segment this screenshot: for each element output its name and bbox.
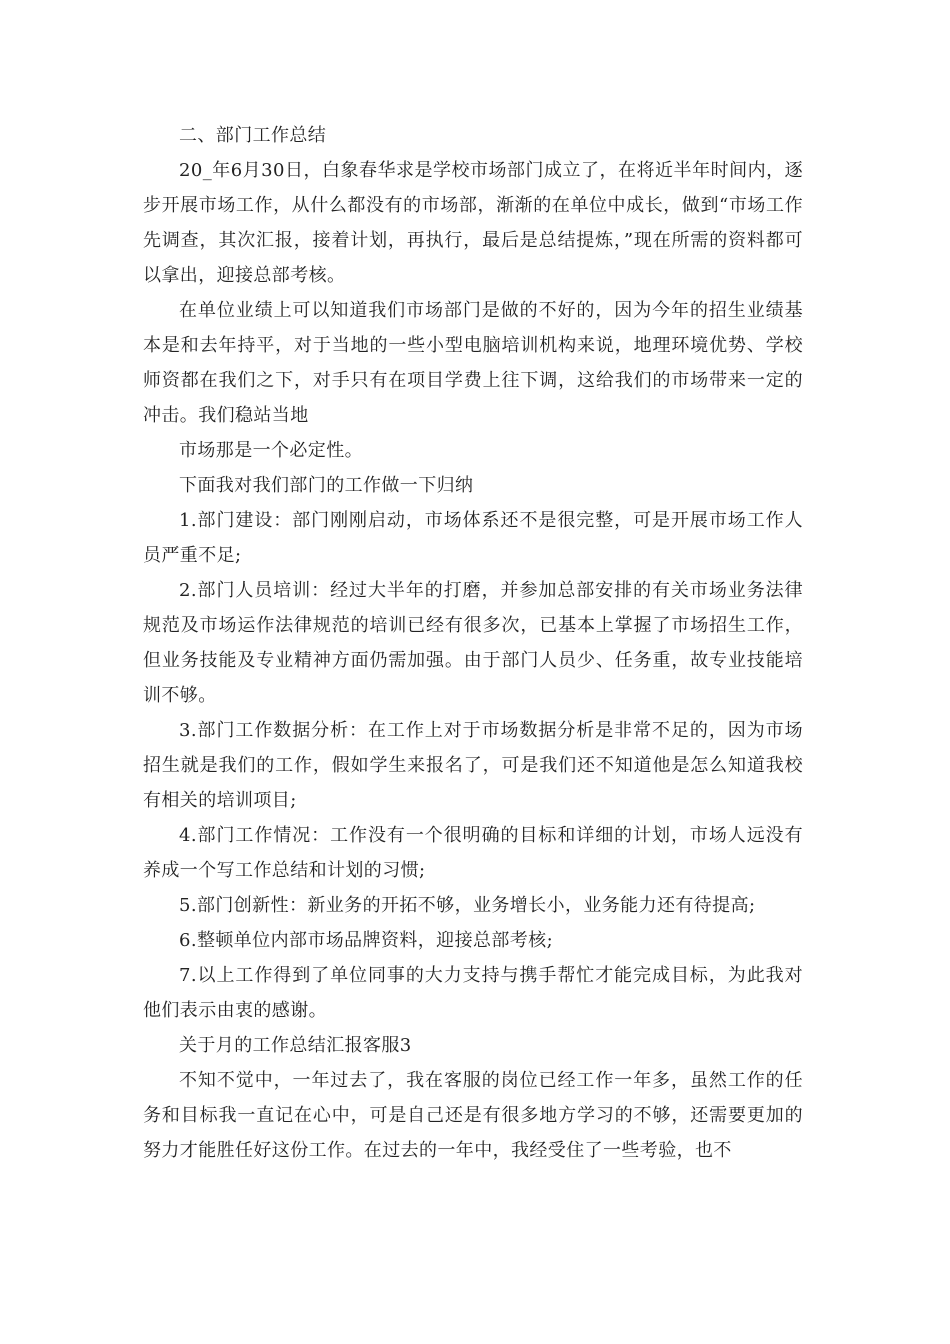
paragraph: 20_年6月30日，白象春华求是学校市场部门成立了，在将近半年时间内，逐步开展市场工作，从什么都没有的市场部，渐渐的在单位中成长，做到“市场工作先调查，其次汇报，接着计划，再执行，最后是总结提炼，”现在所需的资料都可以拿出，迎接总部考核。 bbox=[143, 160, 803, 286]
document-body bbox=[143, 118, 803, 1168]
paragraph: 下面我对我们部门的工作做一下归纳 bbox=[179, 475, 474, 496]
list-item: 4.部门工作情况：工作没有一个很明确的目标和详细的计划，市场人远没有养成一个写工作总结和计划的习惯; bbox=[143, 825, 803, 881]
list-item: 1.部门建设：部门刚刚启动，市场体系还不是很完整，可是开展市场工作人员严重不足; bbox=[143, 510, 803, 566]
list-item: 6.整顿单位内部市场品牌资料，迎接总部考核; bbox=[179, 930, 554, 951]
section-heading: 二、部门工作总结 bbox=[179, 125, 327, 146]
paragraph: 在单位业绩上可以知道我们市场部门是做的不好的，因为今年的招生业绩基本是和去年持平，对于当地的一些小型电脑培训机构来说，地理环境优势、学校师资都在我们之下，对手只有在项目学费上往下调，这给我们的市场带来一定的冲击。我们稳站当地 bbox=[143, 300, 803, 426]
list-item: 2.部门人员培训：经过大半年的打磨，并参加总部安排的有关市场业务法律规范及市场运作法律规范的培训已经有很多次，已基本上掌握了市场招生工作，但业务技能及专业精神方面仍需加强。由于部门人员少、任务重，故专业技能培训不够。 bbox=[143, 580, 803, 706]
list-item: 3.部门工作数据分析：在工作上对于市场数据分析是非常不足的，因为市场招生就是我们的工作，假如学生来报名了，可是我们还不知道他是怎么知道我校有相关的培训项目; bbox=[143, 720, 803, 811]
list-item: 7.以上工作得到了单位同事的大力支持与携手帮忙才能完成目标，为此我对他们表示由衷的感谢。 bbox=[143, 965, 803, 1021]
paragraph: 不知不觉中，一年过去了，我在客服的岗位已经工作一年多，虽然工作的任务和目标我一直记在心中，可是自己还是有很多地方学习的不够，还需要更加的努力才能胜任好这份工作。在过去的一年中，我经受住了一些考验，也不 bbox=[143, 1070, 803, 1161]
list-item: 5.部门创新性：新业务的开拓不够，业务增长小，业务能力还有待提高; bbox=[179, 895, 756, 916]
paragraph: 市场那是一个必定性。 bbox=[179, 440, 363, 461]
section-heading: 关于月的工作总结汇报客服3 bbox=[179, 1035, 412, 1056]
